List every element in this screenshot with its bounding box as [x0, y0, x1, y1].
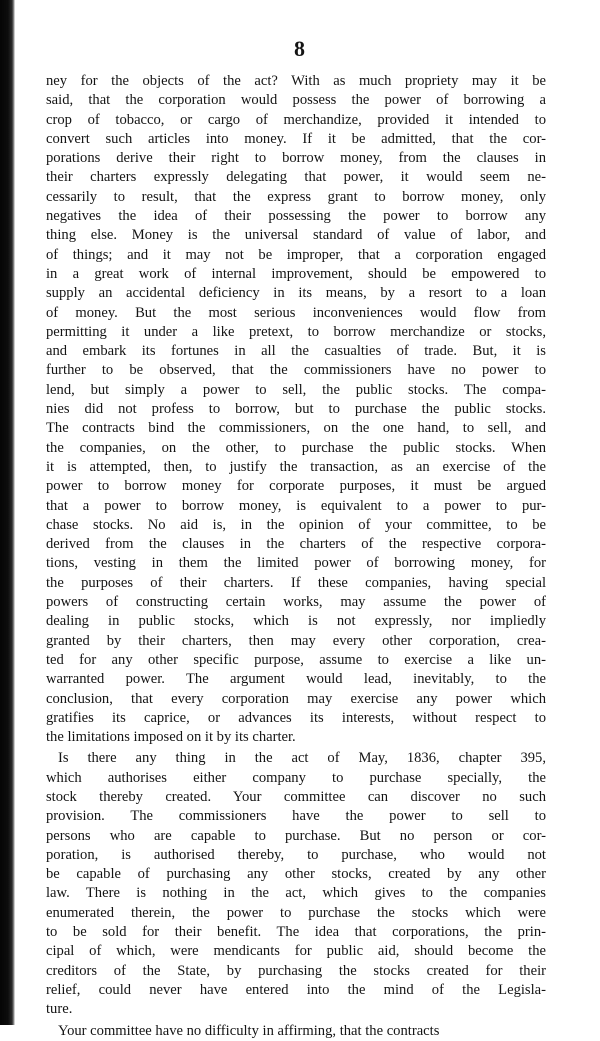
text-line: the limitations imposed on it by its charter. [46, 729, 296, 746]
text-line: relief, could never have entered into the mind of the Legisla- [46, 981, 546, 998]
text-line: warranted power. The argument would lead, inevitably, to the [46, 671, 546, 688]
text-line: tions, vesting in them the limited power of borrowing money, for [46, 555, 546, 572]
text-line: convert such articles into money. If it be admitted, that the cor- [46, 130, 546, 147]
text-line: powers of constructing certain works, may assume the power of [46, 594, 546, 611]
text-line: thing else. Money is the universal standard of value of labor, and [46, 227, 546, 244]
text-line: Is there any thing in the act of May, 1836, chapter 395, [58, 750, 546, 767]
text-line: the companies, on the other, to purchase the public stocks. When [46, 439, 546, 456]
text-line: further to be observed, that the commissioners have no power to [46, 362, 546, 379]
text-line: which authorises either company to purchase specially, the [46, 769, 546, 786]
text-line: nies did not profess to borrow, but to purchase the public stocks. [46, 401, 546, 418]
paragraph [46, 1022, 546, 1041]
text-line: lend, but simply a power to sell, the public stocks. The compa- [46, 381, 546, 398]
text-line: and embark its fortunes in all the casualties of trade. But, it is [46, 343, 546, 360]
page-number: 8 [294, 36, 306, 61]
paragraph [46, 749, 546, 1019]
text-line: ney for the objects of the act? With as much propriety may it be [46, 73, 546, 89]
text-line: their charters expressly delegating that power, it would seem ne- [46, 169, 546, 186]
text-line: Your committee have no difficulty in affirming, that the contracts [58, 1022, 440, 1039]
text-line: be capable of purchasing any other stocks, created by any other [46, 866, 546, 883]
text-line: creditors of the State, by purchasing the stocks created for their [46, 962, 546, 979]
text-line: to be sold for their benefit. The idea that corporations, the prin- [46, 924, 546, 941]
text-line: granted by their charters, then may every other corporation, crea- [46, 632, 546, 649]
text-line: law. There is nothing in the act, which gives to the companies [46, 885, 546, 902]
text-line: the purposes of their charters. If these companies, having special [46, 574, 546, 591]
book-spine-shadow [0, 0, 15, 1025]
text-line: of things; and it may not be improper, that a corporation engaged [46, 246, 546, 263]
text-line: dealing in public stocks, which is not expressly, nor impliedly [46, 613, 546, 630]
text-line: porations derive their right to borrow money, from the clauses in [46, 150, 546, 167]
text-line: permitting it under a like pretext, to borrow merchandize or stocks, [46, 323, 546, 340]
text-line: poration, is authorised thereby, to purchase, who would not [46, 846, 546, 863]
text-line: chase stocks. No aid is, in the opinion of your committee, to be [46, 516, 546, 533]
text-line: conclusion, that every corporation may exercise any power which [46, 690, 546, 707]
text-line: of money. But the most serious inconveniences would flow from [46, 304, 546, 321]
text-line: power to borrow money for corporate purposes, it must be argued [46, 478, 546, 495]
text-line: stock thereby created. Your committee can discover no such [46, 788, 546, 805]
text-line: ted for any other specific purpose, assume to exercise a like un- [46, 651, 546, 668]
text-line: said, that the corporation would possess the power of borrowing a [46, 92, 546, 109]
text-line: gratifies its caprice, or advances its interests, without respect to [46, 709, 546, 726]
text-line: in a great work of internal improvement, should be empowered to [46, 265, 546, 282]
text-line: enumerated therein, the power to purchase the stocks which were [46, 904, 546, 921]
text-line: negatives the idea of their possessing the power to borrow any [46, 208, 546, 225]
paragraph [46, 72, 546, 747]
text-line: cipal of which, were mendicants for public aid, should become the [46, 943, 546, 960]
text-line: persons who are capable to purchase. But no person or cor- [46, 827, 546, 844]
text-line: The contracts bind the commissioners, on the one hand, to sell, and [46, 420, 546, 437]
text-line: that a power to borrow money, is equivalent to a power to pur- [46, 497, 546, 514]
text-line: cessarily to result, that the express grant to borrow money, only [46, 188, 546, 205]
text-line: crop of tobacco, or cargo of merchandize, provided it intended to [46, 111, 546, 128]
text-line: provision. The commissioners have the power to sell to [46, 808, 546, 825]
text-line: supply an accidental deficiency in its means, by a resort to a loan [46, 285, 546, 302]
text-line: it is attempted, then, to justify the transaction, as an exercise of the [46, 458, 546, 475]
text-line: derived from the clauses in the charters of the respective corpora- [46, 536, 546, 553]
text-line: ture. [46, 1001, 73, 1018]
body-text [46, 72, 546, 1041]
